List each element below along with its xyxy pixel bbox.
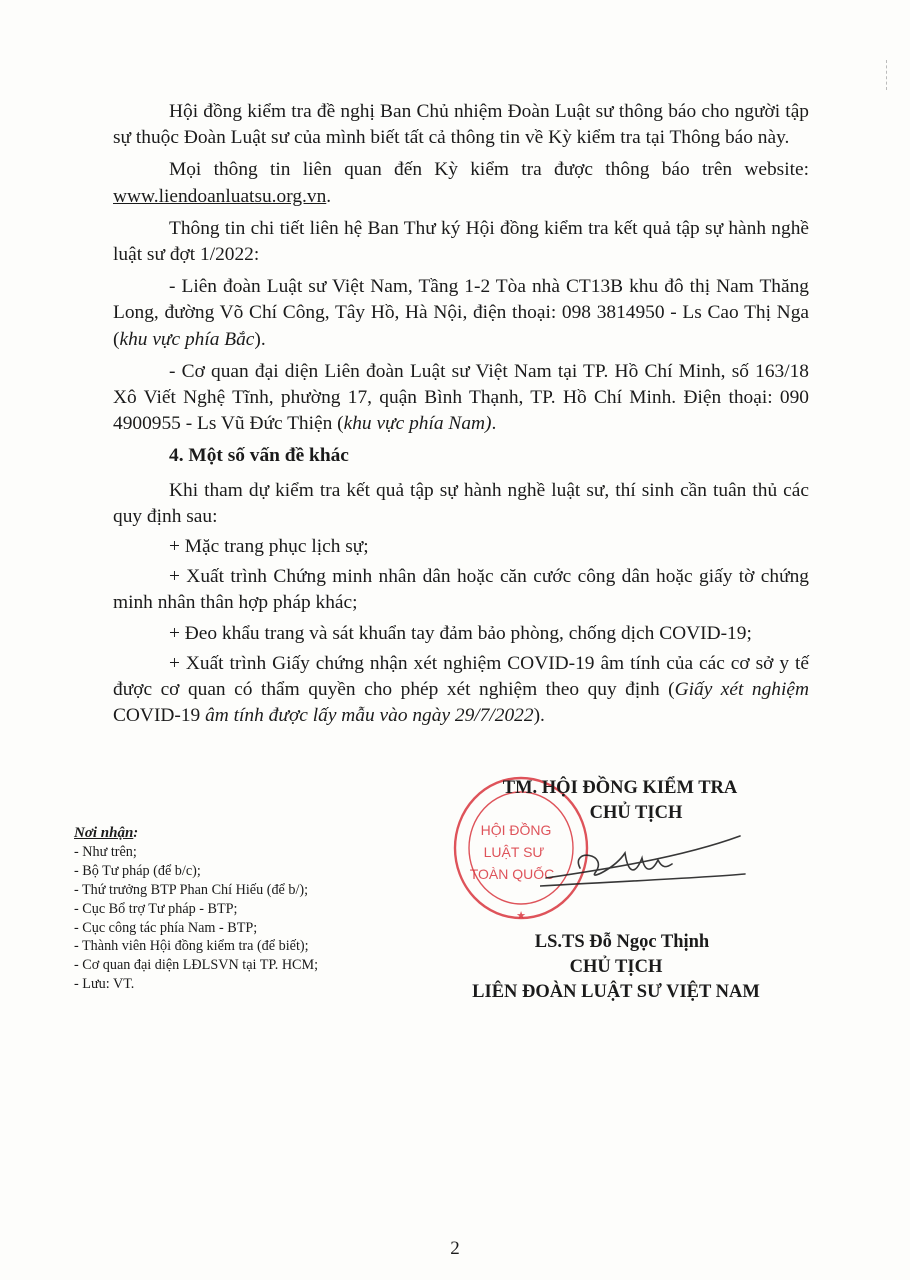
recipient-item: - Thành viên Hội đồng kiểm tra (để biết); [74,938,309,955]
website-link[interactable]: www.liendoanluatsu.org.vn [113,185,327,207]
signer-name: LS.TS Đỗ Ngọc Thịnh [534,932,710,952]
italic-text: Giấy xét nghiệm [674,679,809,701]
region-label: khu vực phía Nam) [343,413,492,435]
recipient-item: - Bộ Tư pháp (để b/c); [74,862,201,879]
recipient-item: - Cơ quan đại diện LĐLSVN tại TP. HCM; [74,957,319,974]
seal-text-line2: LUẬT SƯ [483,844,545,860]
paragraph-text: + Đeo khẩu trang và sát khuẩn tay đảm bảo phòng, chống dịch COVID-19; [169,622,752,644]
recipients-heading [74,824,404,843]
paragraph-text: . [326,185,332,207]
paragraph-text: + Xuất trình Giấy chứng nhận xét nghiệm COVID-19 âm tính của các cơ sở y tế được cơ quan có thẩm quyền cho phép xét nghiệm theo quy định ( [113,652,809,701]
paragraph-website [113,157,809,209]
signature-org-line: TM. HỘI ĐỒNG KIỂM TRA [502,778,738,798]
rule-item [113,621,809,647]
recipient-item: - Cục Bổ trợ Tư pháp - BTP; [74,900,238,917]
italic-text: âm tính được lấy mẫu vào ngày 29/7/2022 [205,705,534,727]
rule-item [113,534,809,560]
recipient-item: - Cục công tác phía Nam - BTP; [74,919,258,936]
region-label: khu vực phía Bắc [119,328,255,350]
recipients-title: Nơi nhận [74,825,134,841]
paragraph-text: COVID-19 [113,705,206,727]
seal-text-line1: HỘI ĐỒNG [480,822,552,838]
paragraph-text: - Liên đoàn Luật sư Việt Nam, Tầng 1-2 Tòa nhà CT13B khu đô thị Nam Thăng Long, đường Võ Chí Công, Tây Hồ, Hà Nội, điện thoại: 098 3814950 - Ls Cao Thị Nga ( [113,276,809,350]
paragraph-text: Thông tin chi tiết liên hệ Ban Thư ký Hội đồng kiểm tra kết quả tập sự hành nghề luật sư đợt 1/2022: [113,217,809,266]
paragraph-text: ). [533,705,545,727]
rule-item [113,651,809,730]
section-heading: 4. Một số vấn đề khác [169,445,349,467]
paragraph-contact-intro [113,216,809,268]
seal-text-line3: TOÀN QUỐC [469,866,555,882]
signature-block [440,776,792,1005]
paragraph-text: - Cơ quan đại diện Liên đoàn Luật sư Việt Nam tại TP. Hồ Chí Minh, số 163/18 Xô Viết Nghệ Tĩnh, phường 17, quận Bình Thạnh, TP. Hồ Chí Minh. Điện thoại: 090 4900955 - Ls Vũ Đức Thiện ( [113,360,809,435]
signer-organization: LIÊN ĐOÀN LUẬT SƯ VIỆT NAM [472,982,760,1002]
paragraph-text: + Mặc trang phục lịch sự; [169,536,369,558]
paragraph-text: + Xuất trình Chứng minh nhân dân hoặc căn cước công dân hoặc giấy tờ chứng minh nhân thân hợp pháp khác; [113,566,809,614]
document-body [113,99,809,733]
recipient-item: - Như trên; [74,843,137,860]
paragraph-text: ). [254,328,266,350]
paragraph-contact-south [113,359,809,438]
recipients-block [74,824,404,994]
paragraph-text: Mọi thông tin liên quan đến Kỳ kiểm tra được thông báo trên website: [169,159,809,181]
paragraph-rules-intro [113,478,809,530]
rule-item [113,564,809,616]
recipient-item: - Thứ trưởng BTP Phan Chí Hiếu (để b/); [74,881,309,898]
seal-star-icon: ★ [516,910,526,922]
paragraph-contact-north [113,274,809,353]
signer-title: CHỦ TỊCH [569,957,663,977]
recipients-colon: : [133,825,139,841]
paragraph-notify-bar [113,99,809,151]
paragraph-text: Hội đồng kiểm tra đề nghị Ban Chủ nhiệm Đoàn Luật sư thông báo cho người tập sự thuộc Đoàn Luật sư của mình biết tất cả thông tin về Kỳ kiểm tra tại Thông báo này. [113,101,809,149]
paragraph-text: Khi tham dự kiểm tra kết quả tập sự hành nghề luật sư, thí sinh cần tuân thủ các quy định sau: [113,479,809,527]
scan-margin-mark [886,60,888,90]
signature-position-line: CHỦ TỊCH [589,803,683,823]
page-number: 2 [450,1238,460,1259]
recipient-item: - Lưu: VT. [74,976,135,993]
paragraph-text: . [491,413,497,435]
